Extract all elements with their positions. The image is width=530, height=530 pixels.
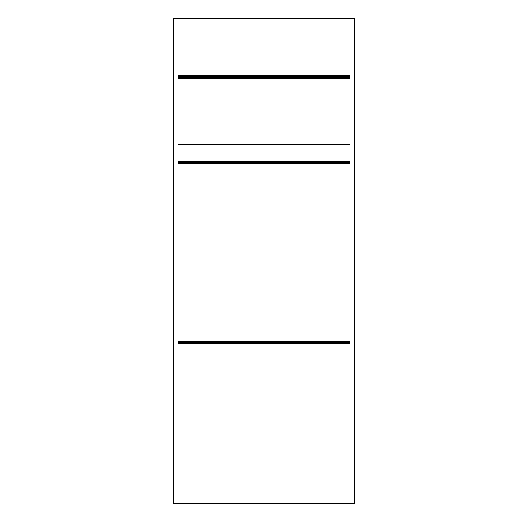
nutrition-facts-label [173,18,355,504]
thick-divider [178,75,350,79]
